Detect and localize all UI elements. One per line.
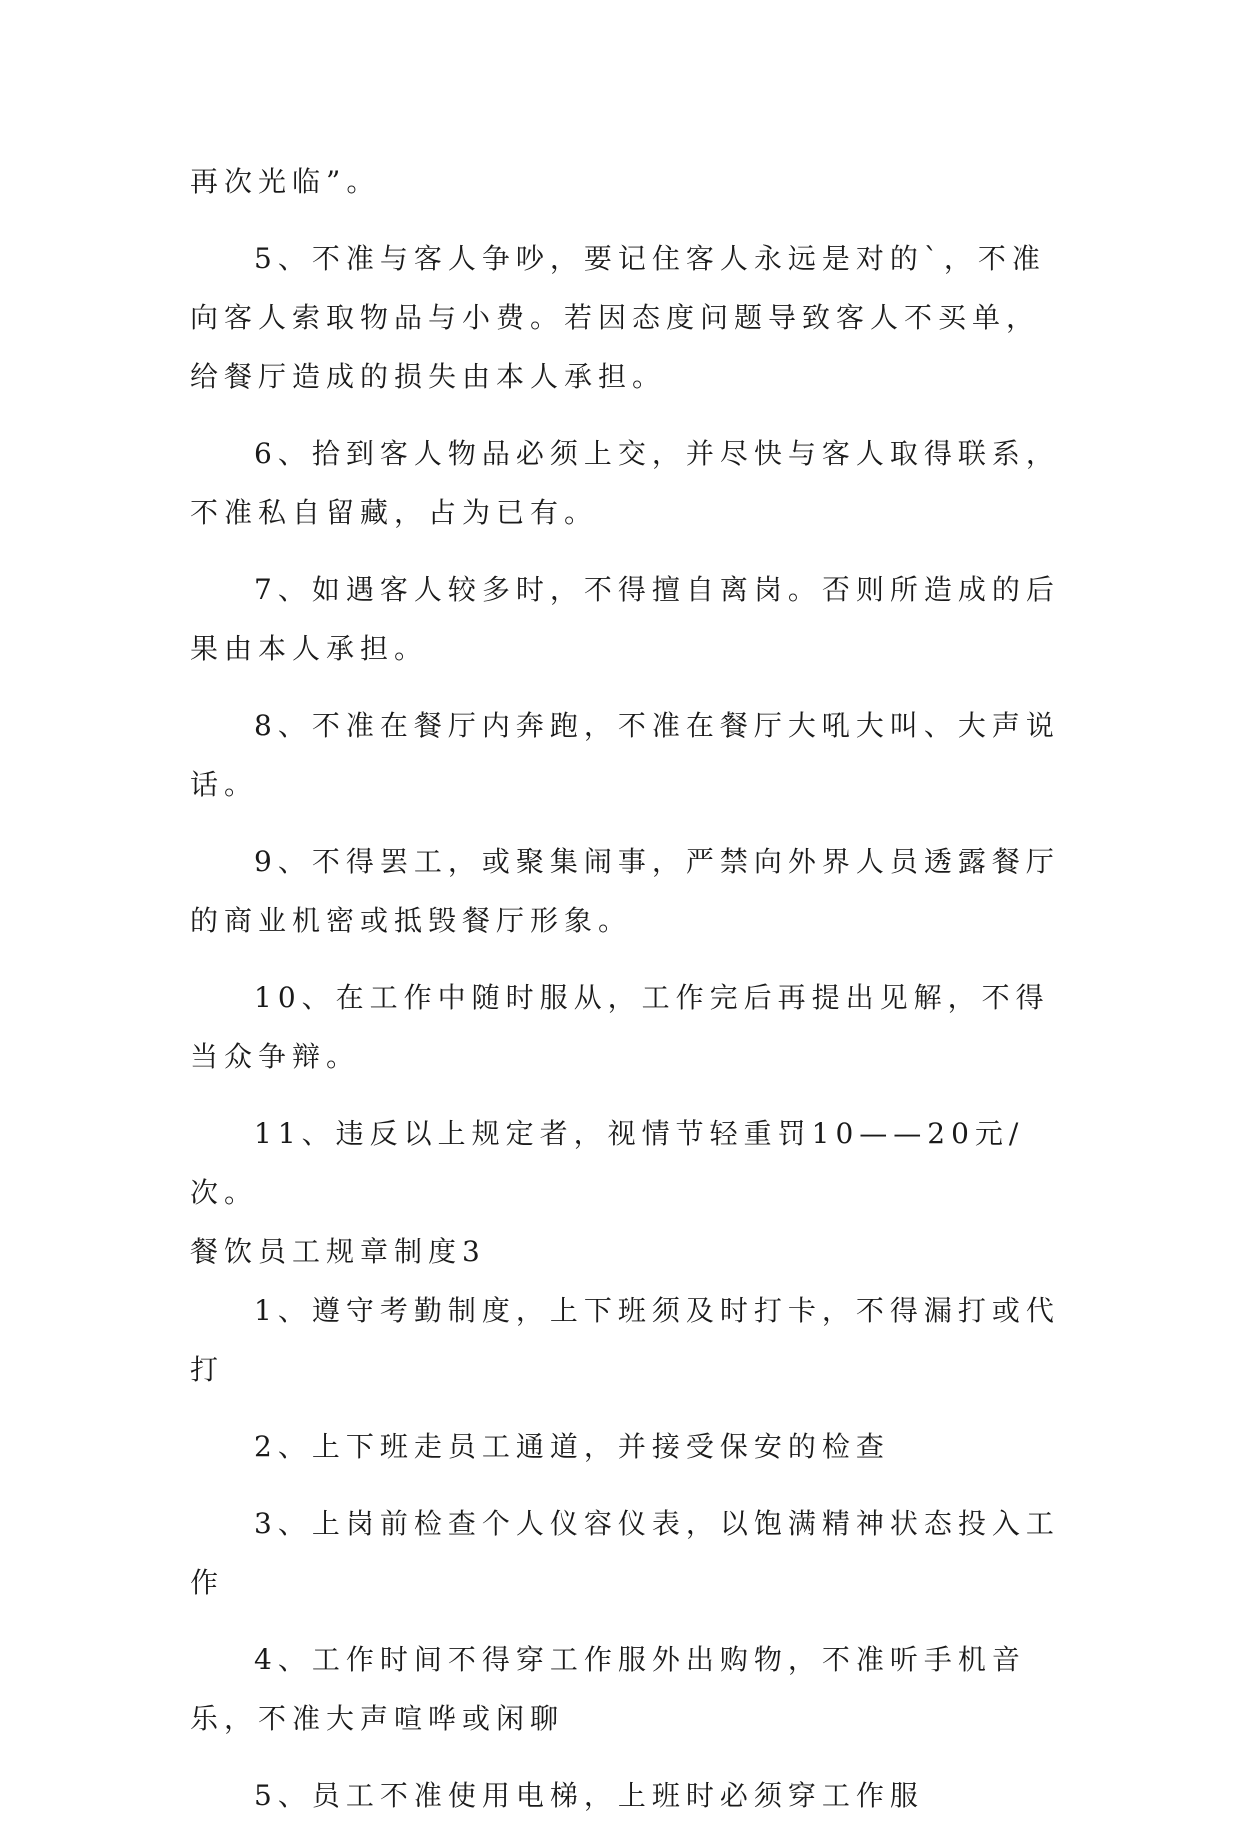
rule-3-item-1: 1、遵守考勤制度，上下班须及时打卡，不得漏打或代打 <box>190 1294 1060 1386</box>
document-body <box>190 152 1060 1843</box>
rule-3-item-3: 3、上岗前检查个人仪容仪表，以饱满精神状态投入工作 <box>190 1507 1060 1599</box>
rule-item-8: 8、不准在餐厅内奔跑，不准在餐厅大吼大叫、大声说话。 <box>190 709 1060 801</box>
rule-item-6: 6、拾到客人物品必须上交，并尽快与客人取得联系，不准私自留藏，占为已有。 <box>190 437 1060 529</box>
rule-item-10: 10、在工作中随时服从，工作完后再提出见解，不得当众争辩。 <box>190 981 1050 1073</box>
rule-item-9: 9、不得罢工，或聚集闹事，严禁向外界人员透露餐厅的商业机密或抵毁餐厅形象。 <box>190 845 1060 937</box>
paragraph-continuation: 再次光临”。 <box>190 165 381 198</box>
section-heading: 餐饮员工规章制度3 <box>190 1235 486 1268</box>
rule-item-5: 5、不准与客人争吵，要记住客人永远是对的`，不准向客人索取物品与小费。若因态度问题导致客人不买单，给餐厅造成的损失由本人承担。 <box>190 242 1046 393</box>
rule-item-7: 7、如遇客人较多时，不得擅自离岗。否则所造成的后果由本人承担。 <box>190 573 1060 665</box>
rule-3-item-5: 5、员工不准使用电梯，上班时必须穿工作服 <box>254 1779 924 1812</box>
rule-item-11: 11、违反以上规定者，视情节轻重罚10——20元/次。 <box>190 1117 1025 1209</box>
rule-3-item-2: 2、上下班走员工通道，并接受保安的检查 <box>254 1430 890 1463</box>
rule-3-item-4: 4、工作时间不得穿工作服外出购物，不准听手机音乐，不准大声喧哗或闲聊 <box>190 1643 1026 1735</box>
